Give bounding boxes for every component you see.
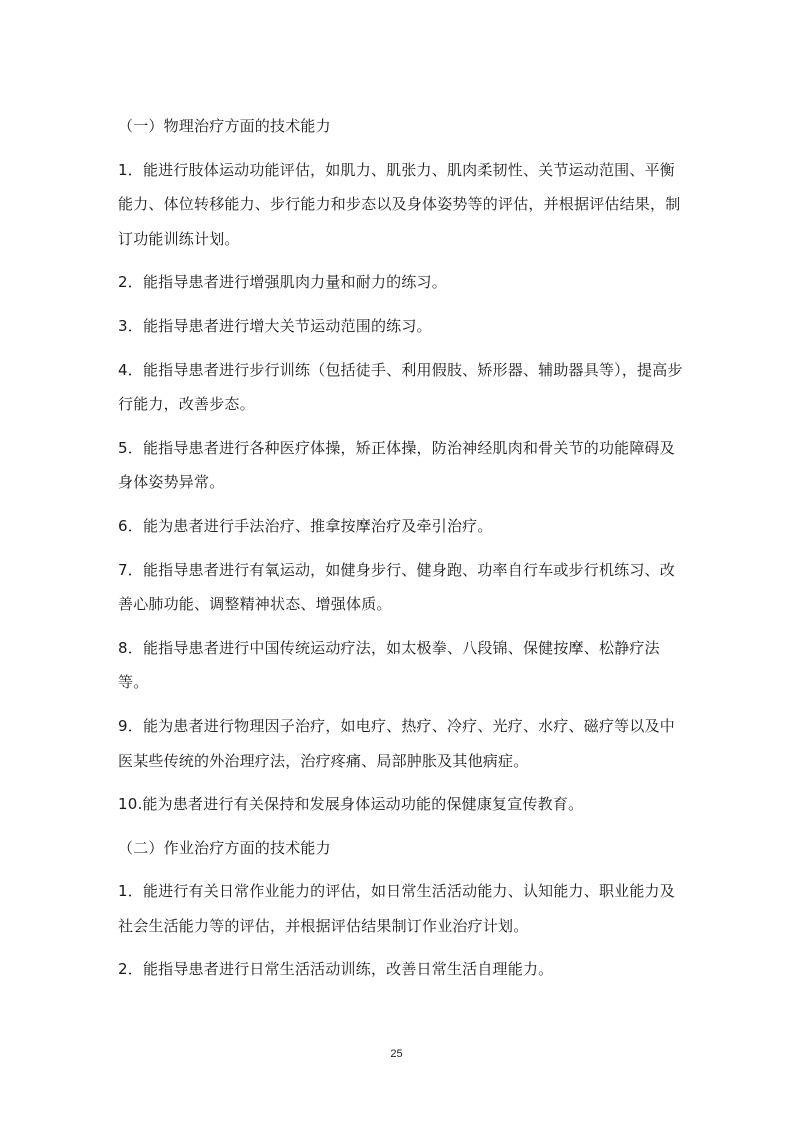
paragraph-item: 3．能指导患者进行增大关节运动范围的练习。 — [118, 316, 432, 335]
paragraph-item: 1．能进行有关日常作业能力的评估，如日常生活活动能力、认知能力、职业能力及社会生活能力等的评估，并根据评估结果制订作业治疗计划。 — [118, 882, 675, 935]
paragraph-item: 6．能为患者进行手法治疗、推拿按摩治疗及牵引治疗。 — [118, 516, 493, 535]
paragraph-item: 8．能指导患者进行中国传统运动疗法，如太极拳、八段锦、保健按摩、松静疗法等。 — [118, 638, 660, 692]
paragraph-item: 1．能进行肢体运动功能评估，如肌力、肌张力、肌肉柔韧性、关节运动范围、平衡能力、体位转移能力、步行能力和步态以及身体姿势等的评估，并根据评估结果，制订功能训练计划。 — [118, 160, 681, 248]
section-heading-occupational-therapy: （二）作业治疗方面的技术能力 — [118, 838, 331, 857]
paragraph-item: 2．能指导患者进行日常生活活动训练，改善日常生活自理能力。 — [118, 960, 554, 979]
document-body — [118, 109, 688, 987]
paragraph-item: 5．能指导患者进行各种医疗体操，矫正体操，防治神经肌肉和骨关节的功能障碍及身体姿势异常。 — [118, 438, 675, 492]
section-heading-physical-therapy: （一）物理治疗方面的技术能力 — [118, 117, 331, 135]
paragraph-item: 2．能指导患者进行增强肌肉力量和耐力的练习。 — [118, 273, 447, 292]
paragraph-item: 7．能指导患者进行有氧运动，如健身步行、健身跑、功率自行车或步行机练习、改善心肺功能、调整精神状态、增强体质。 — [118, 560, 675, 614]
page-number: 25 — [390, 1048, 403, 1060]
paragraph-item: 4．能指导患者进行步行训练（包括徒手、利用假肢、矫形器、辅助器具等），提高步行能力，改善步态。 — [118, 360, 683, 414]
paragraph-item: 9．能为患者进行物理因子治疗，如电疗、热疗、冷疗、光疗、水疗、磁疗等以及中医某些传统的外治理疗法，治疗疼痛、局部肿胀及其他病症。 — [118, 716, 675, 770]
paragraph-item: 10.能为患者进行有关保持和发展身体运动功能的保健康复宣传教育。 — [118, 795, 584, 814]
